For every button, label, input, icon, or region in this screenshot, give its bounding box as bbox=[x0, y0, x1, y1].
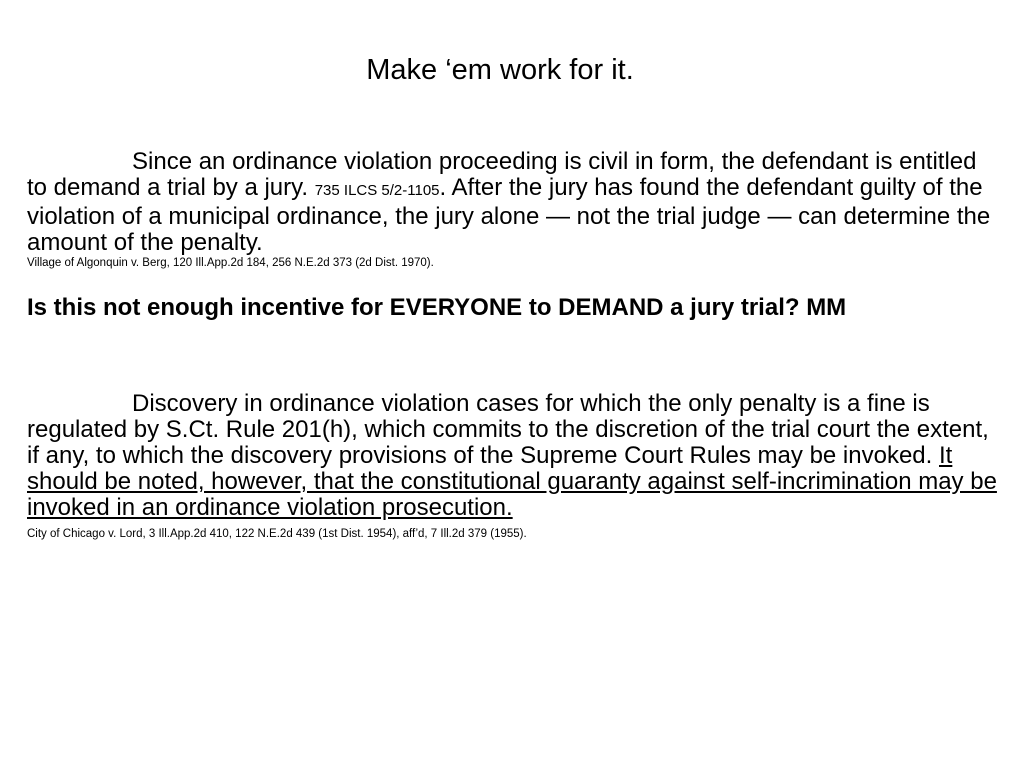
paragraph-discovery-body: Discovery in ordinance violation cases for which the only penalty is a fine is regulated by S.Ct. Rule 201(h), which commits to the discretion of the trial court the extent, if any, to which the discovery provisions of the Supreme Court Rules may be invoked. bbox=[27, 390, 989, 469]
case-citation-chicago: City of Chicago v. Lord, 3 Ill.App.2d 410, 122 N.E.2d 439 (1st Dist. 1954), aff’d, 7 Ill.2d 379 (1955). bbox=[27, 528, 527, 540]
statute-citation: 735 ILCS 5/2-1105 bbox=[314, 182, 440, 199]
paragraph-discovery bbox=[27, 391, 1002, 541]
paragraph-jury-trial bbox=[27, 149, 1002, 270]
case-citation-algonquin: Village of Algonquin v. Berg, 120 Ill.App.2d 184, 256 N.E.2d 373 (2d Dist. 1970). bbox=[27, 257, 434, 269]
paragraph-discovery-text bbox=[27, 391, 1002, 521]
paragraph-jury-trial-text bbox=[27, 149, 1002, 256]
question-text: Is this not enough incentive for EVERYONE to DEMAND a jury trial? MM bbox=[27, 294, 847, 321]
paragraph-jury-trial-body-cont: . After the jury has found the defendant guilty of the violation of a municipal ordinance, the jury alone — not the trial judge — can determine the amount of the penalty. bbox=[27, 174, 991, 256]
self-incrimination-note: It should be noted, however, that the constitutional guaranty against self-incrimination may be invoked in an ordinance violation prosecution. bbox=[27, 442, 997, 521]
question-block bbox=[27, 294, 1002, 321]
paragraph-jury-trial-body: Since an ordinance violation proceeding is civil in form, the defendant is entitled to demand a trial by a jury. bbox=[27, 148, 977, 201]
slide-title: Make ‘em work for it. bbox=[366, 54, 634, 86]
